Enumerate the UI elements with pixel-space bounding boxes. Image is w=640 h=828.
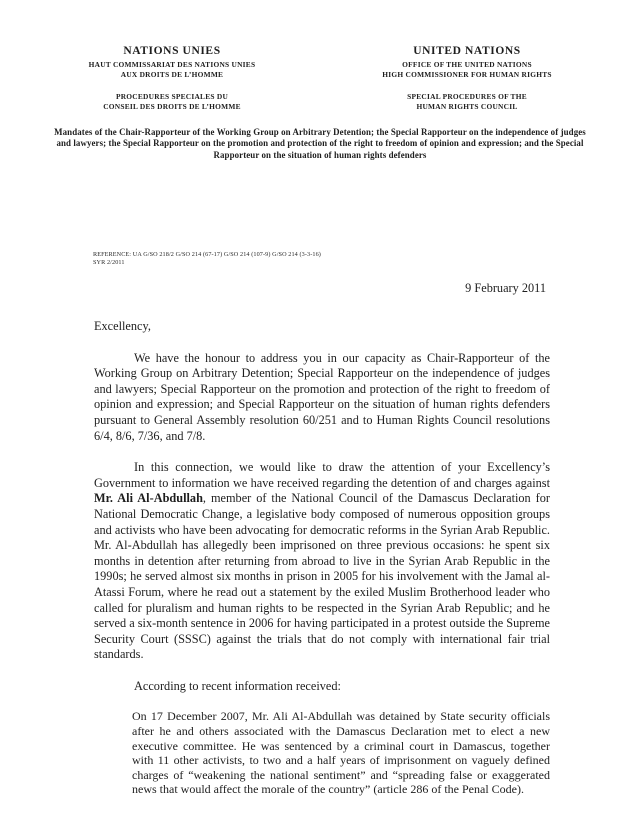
mandates-paragraph: Mandates of the Chair-Rapporteur of the Working Group on Arbitrary Detention; the Special Rapporteur on the independence of judges and lawyers; the Special Rapporteur on the promotion and protection of the right to freedom of opinion and expression; and the Special Rapporteur on the situation of human rights defenders (54, 127, 586, 160)
letter-date: 9 February 2011 (465, 281, 546, 295)
letterhead-french (57, 45, 287, 112)
org-title-french: NATIONS UNIES (123, 45, 221, 57)
org-office-english-line1: OFFICE OF THE UNITED NATIONS (402, 60, 532, 69)
letter-body (94, 319, 550, 797)
reference-line2: SYR 2/2011 (93, 258, 125, 266)
org-section-english-line1: SPECIAL PROCEDURES OF THE (407, 92, 527, 101)
case-summary-after-name: , member of the National Council of the Damascus Declaration for National Democratic Change, a legislative body composed of numerous opposition groups and activists who have been advocating for democratic reforms in the Syrian Arab Republic. Mr. Al-Abdullah has allegedly been imprisoned on three previous occasions: he spent six months in detention after returning from abroad to live in the Syrian Arab Republic in the 1990s; he served almost six months in prison in 2005 for his involvement with the Jamal al-Atassi Forum, where he read out a statement by the exiled Muslim Brotherhood leader who called for pluralism and human rights to be respected in the Syrian Arab Republic; and he served a six-month sentence in 2006 for having participated in a protest outside the Supreme Security Court (SSSC) against the trials that do not comply with international fair trial standards. (94, 491, 551, 662)
org-office-english-line2: HIGH COMMISSIONER FOR HUMAN RIGHTS (382, 70, 552, 79)
org-title-english: UNITED NATIONS (413, 45, 521, 57)
info-received-block: On 17 December 2007, Mr. Ali Al-Abdullah was detained by State security officials after he and others associated with the Damascus Declaration met to elect a new executive committee. He was sentenced by a criminal court in Damascus, together with 11 other activists, to two and a half years of imprisonment on vaguely defined charges of “weakening the national sentiment” and “spreading false or exaggerated news that would affect the morale of the country” (article 286 of the Penal Code). (132, 709, 550, 797)
org-section-english-line2: HUMAN RIGHTS COUNCIL (416, 102, 518, 111)
salutation: Excellency, (94, 319, 151, 333)
subject-name: Mr. Ali Al-Abdullah (94, 491, 203, 506)
case-summary-before-name: In this connection, we would like to draw the attention of your Excellency’s Government to information we have received regarding the detention of and charges against (94, 460, 550, 490)
org-section-french-line2: CONSEIL DES DROITS DE L’HOMME (103, 102, 241, 111)
paragraph-capacity: We have the honour to address you in our capacity as Chair-Rapporteur of the Working Group on Arbitrary Detention; Special Rapporteur on the independence of judges and lawyers; Special Rapporteur on the promotion and protection of the right to freedom of opinion and expression; and Special Rapporteur on the situation of human rights defenders pursuant to General Assembly resolution 60/251 and to Human Rights Council resolutions 6/4, 8/6, 7/36, and 7/8. (94, 350, 550, 443)
org-office-french-line1: HAUT COMMISSARIAT DES NATIONS UNIES (88, 60, 256, 69)
info-received-intro: According to recent information received: (134, 678, 341, 693)
reference-line1: REFERENCE: UA G/SO 218/2 G/SO 214 (67-17) G/SO 214 (107-9) G/SO 214 (3-3-16) (93, 251, 321, 258)
paragraph-case-summary (94, 460, 550, 663)
letterhead-english (352, 45, 582, 112)
reference-block (93, 251, 321, 266)
org-section-french-line1: PROCEDURES SPECIALES DU (115, 92, 229, 101)
org-office-french-line2: AUX DROITS DE L’HOMME (120, 70, 224, 79)
